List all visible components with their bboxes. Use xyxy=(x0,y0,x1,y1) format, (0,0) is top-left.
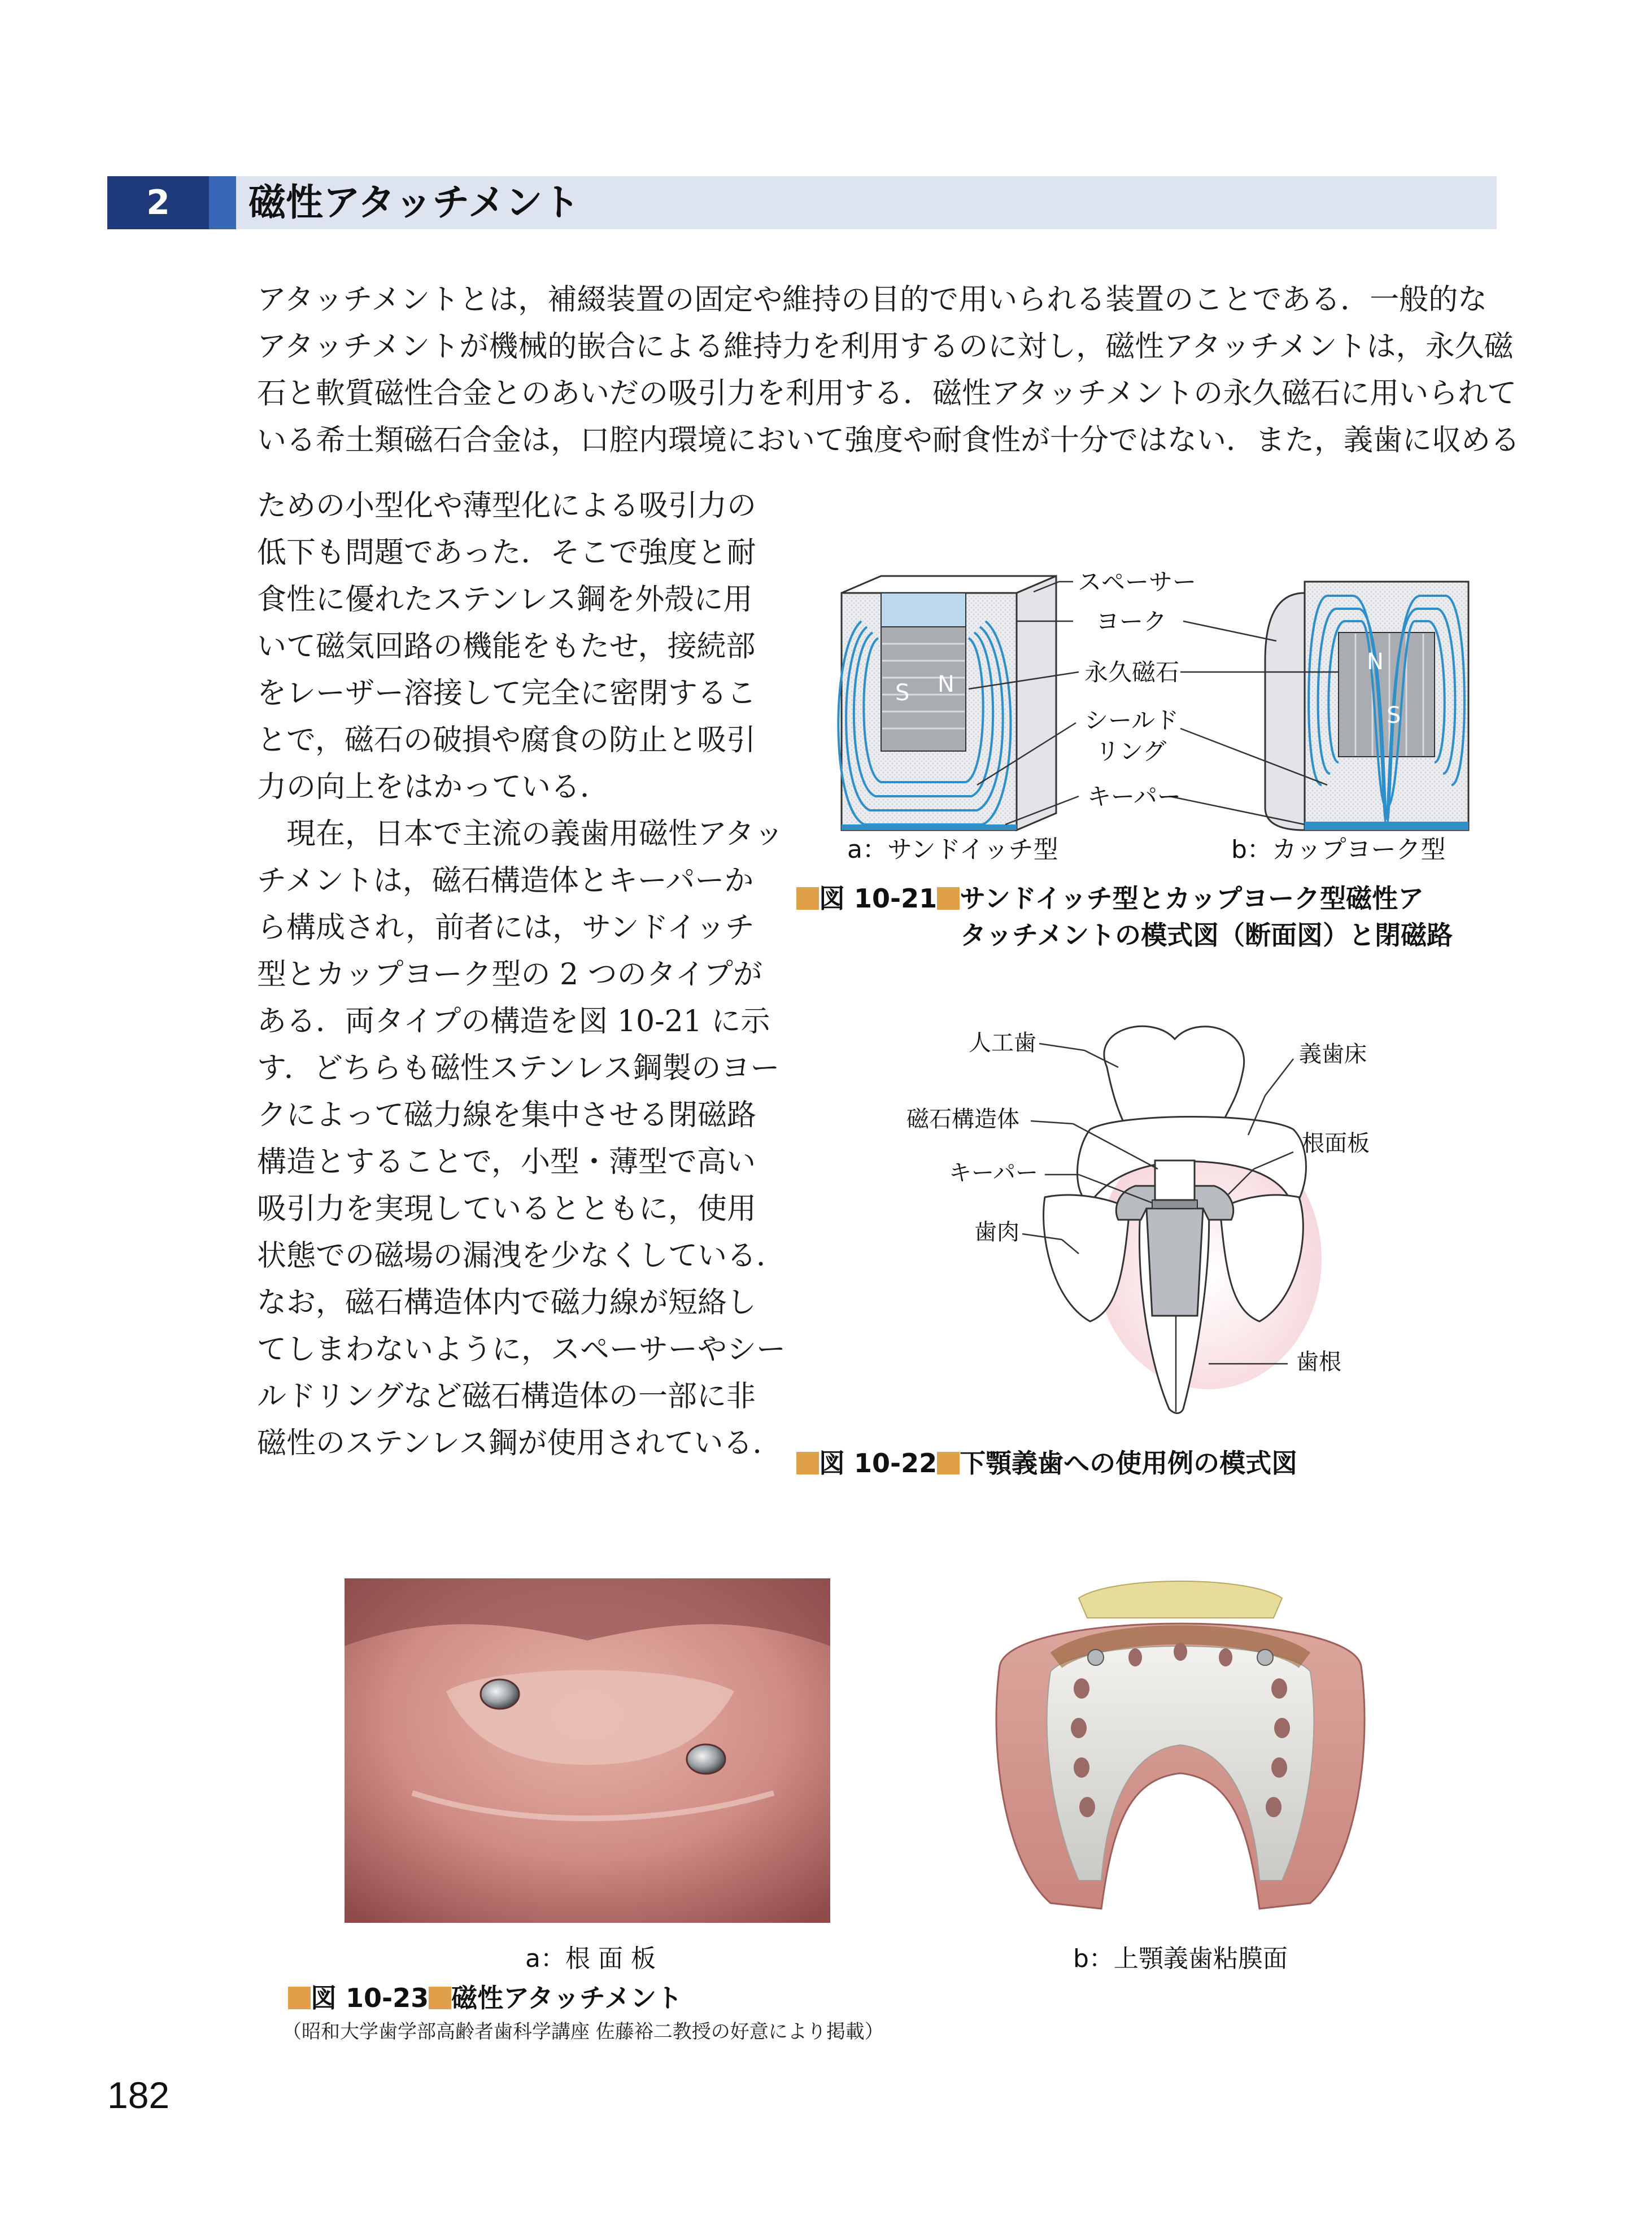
paragraph-left xyxy=(257,483,786,1467)
figure-10-21-sublabel-b: b：カップヨーク型 xyxy=(1231,835,1446,864)
text-line: 食性に優れたステンレス鋼を外殻に用 xyxy=(257,583,753,617)
section-number: 2 xyxy=(107,176,209,229)
caption-text: サンドイッチ型とカップヨーク型磁性ア xyxy=(960,883,1424,914)
label-magnet-structure: 磁石構造体 xyxy=(906,1106,1019,1132)
text-line: 磁性のステンレス鋼が使用されている． xyxy=(257,1426,782,1460)
text-line: アタッチメントが機械的嵌合による維持力を利用するのに対し，磁性アタッチメントは，永久磁 xyxy=(257,330,1514,364)
caption-marker xyxy=(796,1452,819,1474)
text-line: とで，磁石の破損や腐食の防止と吸引 xyxy=(257,723,756,757)
figure-10-23-sublabel-a: a：根 面 板 xyxy=(525,1944,656,1973)
section-separator xyxy=(209,176,236,229)
label-keeper: キーパー xyxy=(1087,783,1181,810)
section-header xyxy=(107,176,1497,229)
figure-10-21-caption xyxy=(796,878,1424,915)
figure-10-21-sublabel-a: a：サンドイッチ型 xyxy=(847,835,1058,864)
label-yoke: ヨーク xyxy=(1096,608,1167,635)
caption-number: 図 10-22 xyxy=(819,1448,938,1478)
text-line: クによって磁力線を集中させる閉磁路 xyxy=(257,1098,757,1132)
text-line: ための小型化や薄型化による吸引力の xyxy=(257,489,757,523)
page-number: 182 xyxy=(107,2074,170,2116)
text-line: いて磁気回路の機能をもたせ，接続部 xyxy=(257,630,756,664)
pole-n-label: N xyxy=(1367,649,1384,675)
caption-number: 図 10-23 xyxy=(311,1983,429,2013)
caption-text: 磁性アタッチメント xyxy=(451,1983,683,2013)
label-root-cap: 根面板 xyxy=(1302,1131,1370,1157)
cup-yoke-type-block xyxy=(1265,582,1468,830)
label-keeper: キーパー xyxy=(949,1160,1038,1186)
text-line: 型とカップヨーク型の 2 つのタイプが xyxy=(257,958,763,992)
text-line: なお，磁石構造体内で磁力線が短絡し xyxy=(257,1286,757,1320)
figure-10-22-caption xyxy=(796,1443,1297,1480)
section-band xyxy=(236,176,1497,229)
text-line: 構造とすることで，小型・薄型で高い xyxy=(257,1145,756,1179)
label-artificial-tooth: 人工歯 xyxy=(969,1030,1036,1056)
label-permanent-magnet: 永久磁石 xyxy=(1084,658,1180,686)
text-line: 石と軟質磁性合金とのあいだの吸引力を利用する．磁性アタッチメントの永久磁石に用いられて xyxy=(257,377,1517,411)
figure-10-21-diagram xyxy=(819,559,1497,875)
text-line: てしまわないように，スペーサーやシー xyxy=(257,1333,786,1367)
paragraph-top xyxy=(257,277,1520,464)
section-title: 磁性アタッチメント xyxy=(249,181,580,224)
text-line: 吸引力を実現しているとともに，使用 xyxy=(257,1192,757,1226)
label-shield: シールド xyxy=(1084,706,1179,734)
label-root: 歯根 xyxy=(1296,1349,1341,1375)
caption-marker xyxy=(937,1452,960,1474)
text-line: 力の向上をはかっている． xyxy=(257,770,610,804)
figure-10-21-caption-line2: タッチメントの模式図（断面図）と閉磁路 xyxy=(960,920,1453,950)
text-line: ルドリングなど磁石構造体の一部に非 xyxy=(257,1380,756,1413)
pole-s-label: S xyxy=(1387,703,1401,728)
caption-text: 下顎義歯への使用例の模式図 xyxy=(960,1448,1298,1478)
caption-marker xyxy=(796,887,819,910)
text-line: をレーザー溶接して完全に密閉するこ xyxy=(257,677,757,710)
text-line: 低下も問題であった．そこで強度と耐 xyxy=(257,536,756,570)
caption-marker xyxy=(429,1987,451,2009)
caption-number: 図 10-21 xyxy=(819,883,938,914)
text-line: ら構成され，前者には，サンドイッチ xyxy=(257,911,755,945)
pole-n-label: N xyxy=(938,671,954,697)
text-line: アタッチメントとは，補綴装置の固定や維持の目的で用いられる装置のことである．一般的な xyxy=(257,283,1488,317)
upper-denture-photo xyxy=(966,1564,1395,1937)
figure-10-23-sublabel-b: b：上顎義歯粘膜面 xyxy=(1073,1944,1288,1973)
pole-s-label: S xyxy=(895,680,910,706)
label-gingiva: 歯肉 xyxy=(974,1219,1019,1245)
sandwich-type-block xyxy=(838,576,1056,830)
text-line: いる希土類磁石合金は，口腔内環境において強度や耐食性が十分ではない．また，義歯に収める xyxy=(257,424,1520,457)
text-line: ある．両タイプの構造を図 10-21 に示 xyxy=(257,1005,770,1039)
figure-10-23-credit: （昭和大学歯学部高齢者歯科学講座 佐藤裕二教授の好意により掲載） xyxy=(282,2021,884,2043)
label-ring: リング xyxy=(1096,738,1167,765)
text-line: チメントは，磁石構造体とキーパーか xyxy=(257,864,754,898)
caption-marker xyxy=(288,1987,311,2009)
caption-marker xyxy=(937,887,960,910)
text-line: 現在，日本で主流の義歯用磁性アタッ xyxy=(257,817,784,851)
figure-10-23-caption xyxy=(288,1978,682,2015)
root-cap-photo xyxy=(345,1578,830,1923)
figure-10-22-diagram xyxy=(904,1016,1412,1429)
text-line: 状態での磁場の漏洩を少なくしている． xyxy=(257,1239,786,1273)
label-spacer: スペーサー xyxy=(1078,568,1197,596)
label-denture-base: 義歯床 xyxy=(1299,1041,1367,1067)
text-line: す．どちらも磁性ステンレス鋼製のヨー xyxy=(257,1051,780,1085)
